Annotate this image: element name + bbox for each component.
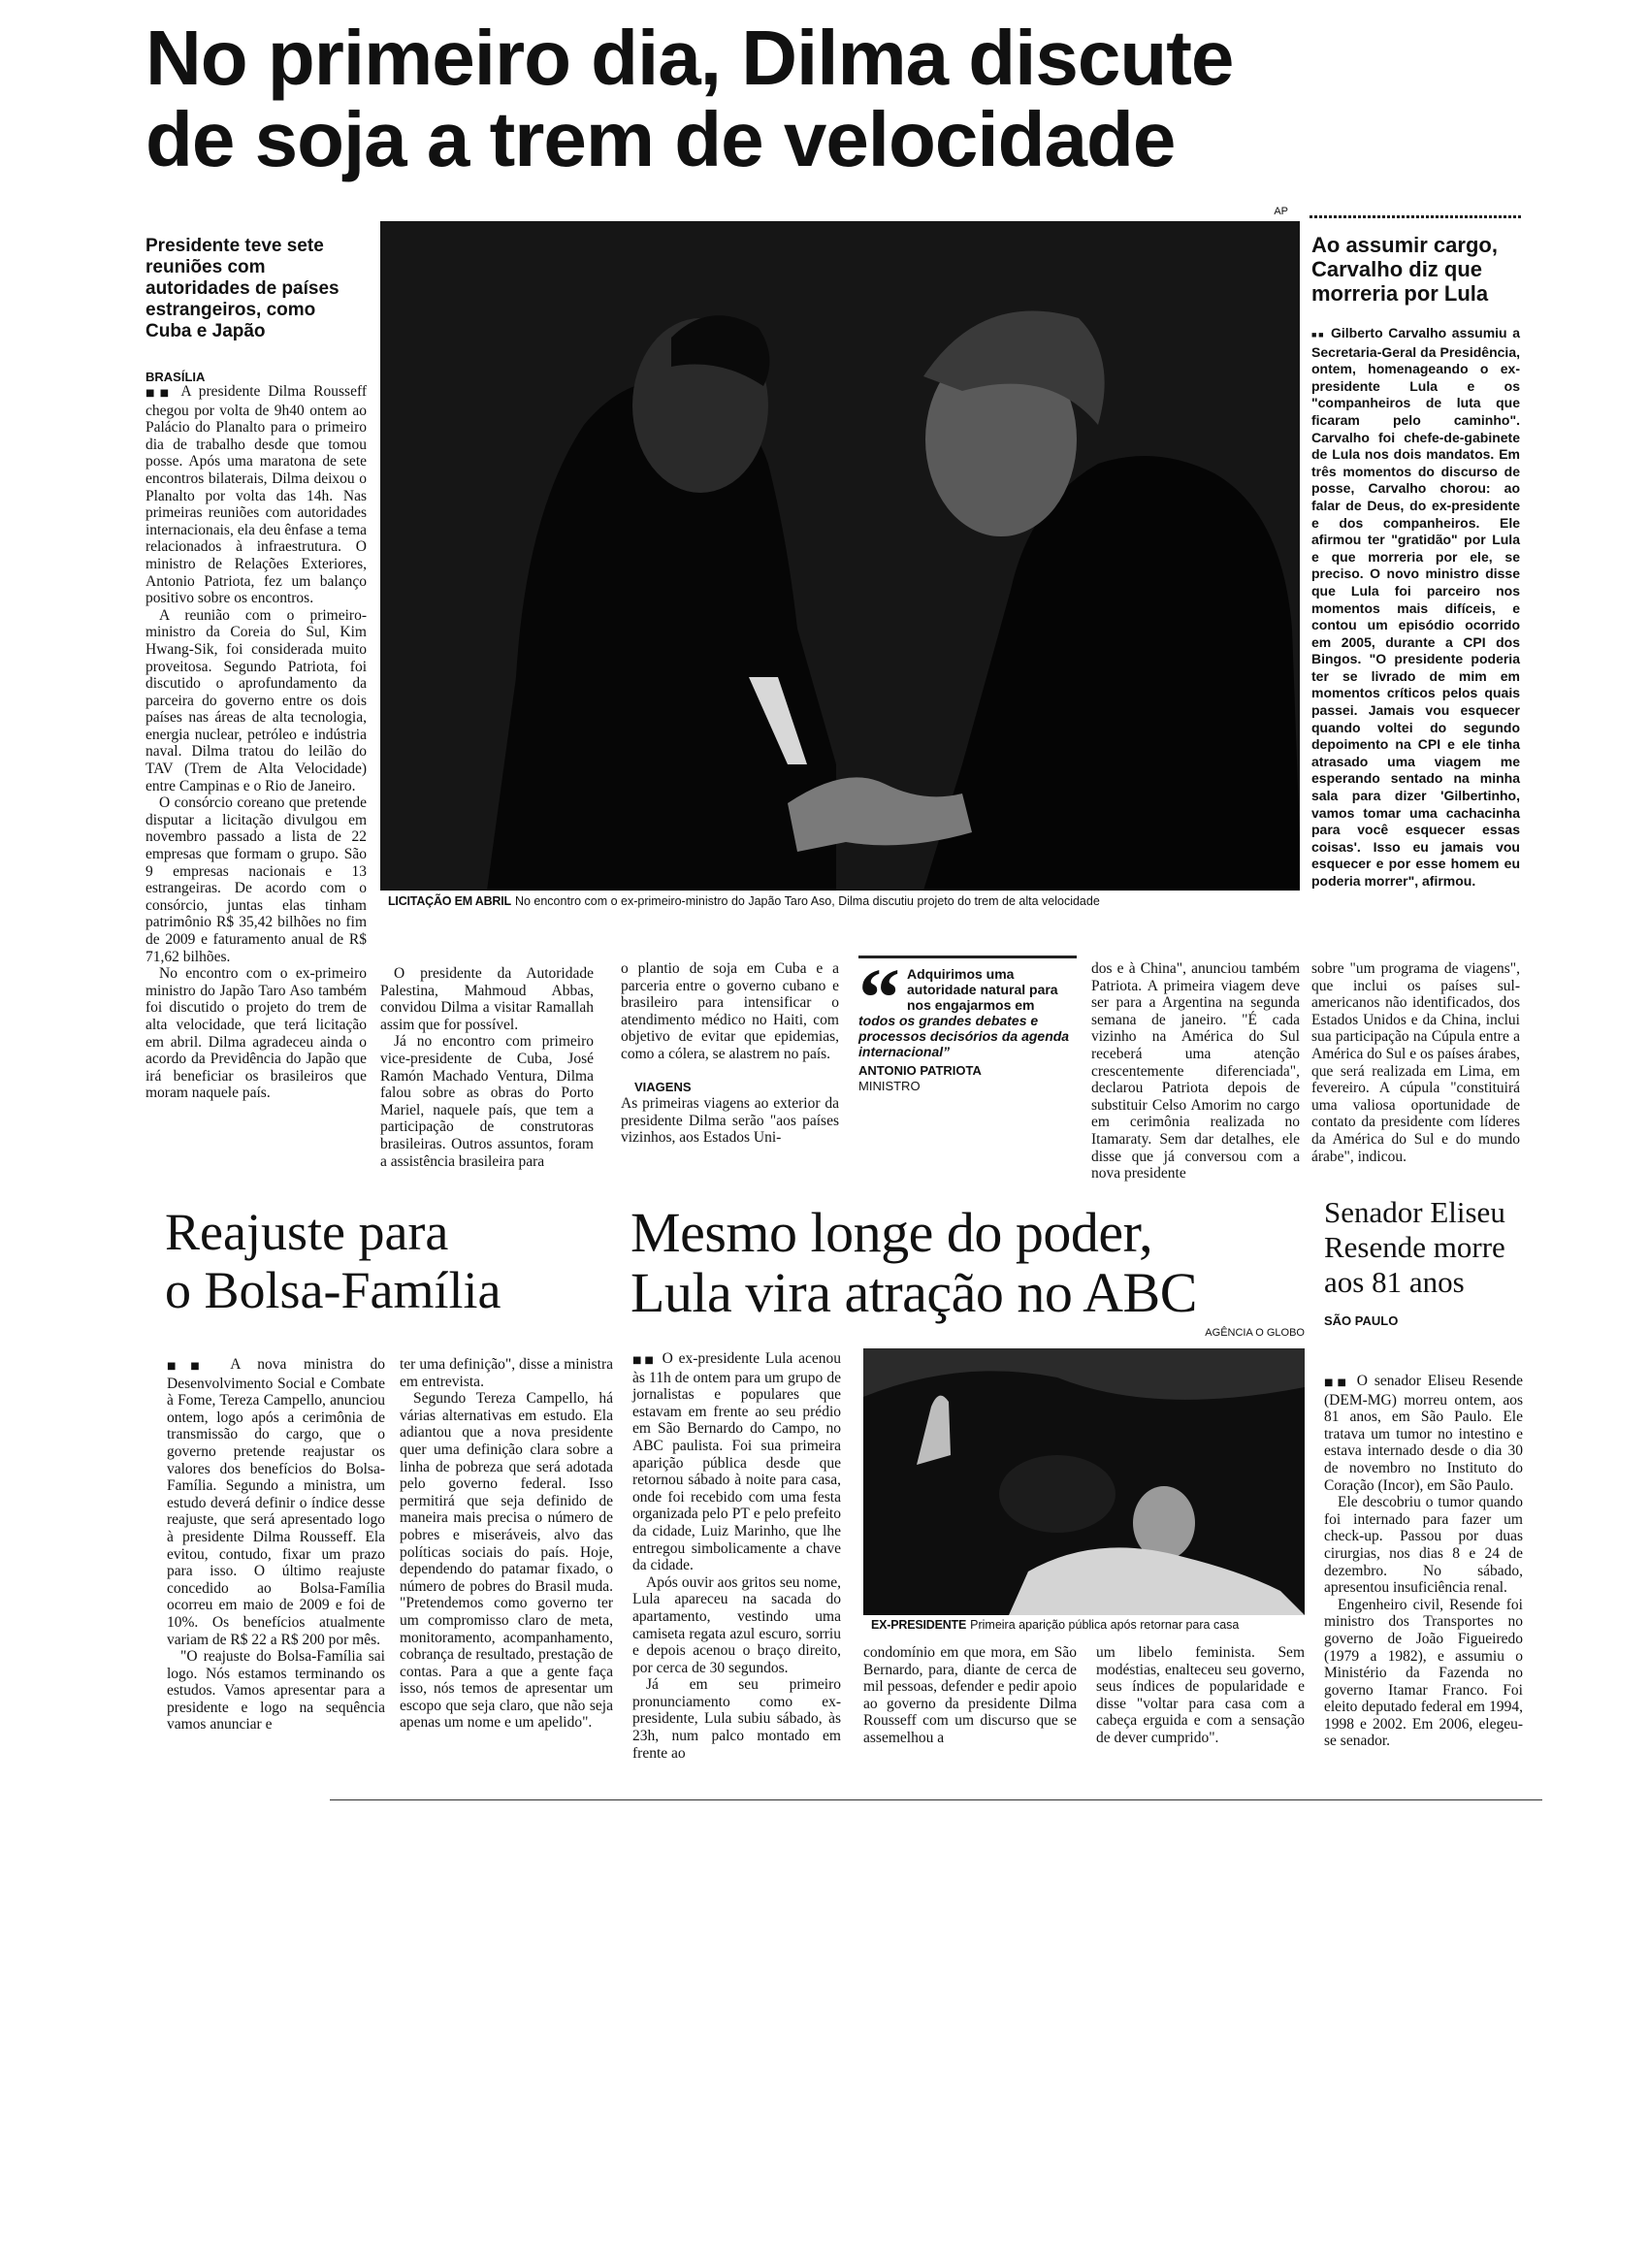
sidebar-top-rule xyxy=(1310,215,1521,218)
viagens-label: VIAGENS xyxy=(634,1079,692,1094)
paragraph-marker-icon: ■■ xyxy=(146,388,175,399)
main-subhead: Presidente teve sete reuniões com autoridades de países estrangeiros, como Cuba e Japão xyxy=(146,236,340,341)
main-photo-credit: AP xyxy=(1274,206,1288,217)
quote-text-rest: todos os grandes debates e processos decisórios da agenda internacional” xyxy=(858,1013,1070,1059)
lula-headline xyxy=(630,1203,1310,1323)
main-col5-p1: dos e à China", anunciou também Patriota. A primeira viagem deve ser para a Argentina na segunda semana de janeiro. "É cada vizinho na América do Sul receberá uma atenção crescentemente diferenciada", declarou Patriota depois de substituir Celso Amorim no cargo em cerimônia realizada no Itamaraty. Sem dar detalhes, ele disse que já conversou com a nova presidente xyxy=(1091,960,1300,1183)
bottom-rule xyxy=(330,1799,1542,1800)
lula-column-1 xyxy=(632,1350,841,1762)
bolsa-col1-p2: "O reajuste do Bolsa-Família sai logo. Nós estamos terminando os estudos. Vamos apresentar para a presidente e logo na sequência vamos anunciar e xyxy=(167,1648,385,1733)
main-column-6 xyxy=(1311,960,1520,1165)
bolsa-title-line-2: o Bolsa-Família xyxy=(165,1261,501,1319)
lula-photo xyxy=(863,1348,1305,1615)
bolsa-col2-p1: ter uma definição", disse a ministra em entrevista. xyxy=(400,1356,613,1390)
bolsa-col1-p1: ■■ A nova ministra do Desenvolvimento Social e Combate à Fome, Tereza Campello, anunciou ontem, logo após a cerimônia de transmissão do cargo, que o governo pretende reajustar os valores dos benefícios do Bolsa-Família. Segundo a ministra, um estudo deverá definir o índice desse reajuste, que será apresentado logo à presidente Dilma Rousseff. Ela evitou, contudo, fixar um prazo para isso. O último reajuste concedido ao Bolsa-Família ocorreu em maio de 2009 e foi de 10%. Os benefícios atualmente variam de R$ 22 a R$ 200 por mês. xyxy=(167,1356,385,1648)
lula-col3-p1: um libelo feminista. Sem modéstias, enalteceu seu governo, seus índices de popularidade e disse "voltar para casa com a cabeça erguida e com a sensação de dever cumprido". xyxy=(1096,1644,1305,1746)
lula-col2-p1: condomínio em que mora, em São Bernardo, para, diante de cerca de mil pessoas, defender e pedir apoio ao governo da presidente Dilma Rousseff com um discurso que se assemelhou a xyxy=(863,1644,1077,1746)
main-column-3 xyxy=(621,960,839,1147)
quote-role: MINISTRO xyxy=(858,1079,921,1093)
handshake-photo-illustration xyxy=(380,221,1300,891)
eliseu-p2: Ele descobriu o tumor quando foi internado para fazer um check-up. Passou por duas cirurgias, nos dias 8 e 24 de dezembro. No sábado, apresentou insuficiência renal. xyxy=(1324,1494,1523,1597)
lula-column-2 xyxy=(863,1644,1077,1747)
lula-photo-credit: AGÊNCIA O GLOBO xyxy=(1205,1327,1305,1339)
main-col6-p1: sobre "um programa de viagens", que inclui os países sul-americanos não identificados, dos Estados Unidos e da China, inclui sua participação na Cúpula entre a América do Sul e os países árabes, que será realizada em Lima, em fevereiro. A cúpula "constituirá uma valiosa oportunidade de contato da presidente com líderes da América do Sul e do mundo árabe", indicou. xyxy=(1311,960,1520,1165)
bolsa-column-2 xyxy=(400,1356,613,1732)
main-headline xyxy=(146,17,1523,180)
eliseu-headline-block xyxy=(1324,1195,1523,1328)
main-photo xyxy=(380,221,1300,891)
lula-photo-caption: EX-PRESIDENTE Primeira aparição pública após retornar para casa xyxy=(871,1618,1240,1632)
lula-title-line-2: Lula vira atração no ABC xyxy=(630,1261,1197,1324)
bolsa-headline xyxy=(165,1203,611,1319)
quote-mark-icon: “ xyxy=(858,951,900,1044)
headline-line-2: de soja a trem de velocidade xyxy=(146,96,1176,182)
lula-col1-p1: ■■ O ex-presidente Lula acenou às 11h de ontem para um grupo de jornalistas e populares que estavam em frente ao seu prédio em São Bernardo do Campo, no ABC paulista. Foi sua primeira aparição pública desde que retornou sábado à noite para casa, onde foi recebido com uma festa organizada pelo PT e pelo prefeito da cidade, Luiz Marinho, que lhe entregou simbolicamente a chave da cidade. xyxy=(632,1350,841,1574)
main-col2-p2: Já no encontro com primeiro vice-presidente de Cuba, José Ramón Machado Ventura, Dilma falou sobre as obras do Porto Mariel, naquele país, que tem a participação de construtoras brasileiras. Outros assuntos, foram a assistência brasileira para xyxy=(380,1033,594,1170)
main-col1-p3: O consórcio coreano que pretende disputar a licitação divulgou em novembro passado a lista de 22 empresas que formam o grupo. São 9 empresas nacionais e 13 estrangeiras. De acordo com o consórcio, juntas elas tinham patrimônio R$ 35,42 bilhões no fim de 2009 e faturamento anual de R$ 71,62 bilhões. xyxy=(146,794,367,965)
paragraph-marker-icon: ■■ xyxy=(1311,330,1326,340)
main-col3-p2: As primeiras viagens ao exterior da presidente Dilma serão "aos países vizinhos, aos Estados Uni- xyxy=(621,1095,839,1147)
sidebar-title: Ao assumir cargo, Carvalho diz que morreria por Lula xyxy=(1311,233,1498,306)
main-subhead-block xyxy=(146,236,364,384)
pull-quote xyxy=(858,951,1077,1095)
lula-column-3 xyxy=(1096,1644,1305,1747)
main-dateline: BRASÍLIA xyxy=(146,370,206,384)
sidebar-body: ■■ Gilberto Carvalho assumiu a Secretaria-Geral da Presidência, ontem, homenageando o ex-presidente Lula e os "companheiros de luta que ficaram pelo caminho". Carvalho foi chefe-de-gabinete de Lula nos dois mandatos. Em três momentos do discurso de posse, Carvalho chorou: ao falar de Deus, do ex-presidente e dos companheiros. Ele afirmou ter "gratidão" por Lula e que morreria por ele, se preciso. O novo ministro disse que Lula foi parceiro nos momentos mais difíceis, e contou um episódio ocorrido em 2005, durante a CPI dos Bingos. "O presidente poderia ter se livrado de mim em momentos críticos pelos quais passei. Jamais vou esquecer quando voltei do segundo depoimento na CPI e ele tinha atrasado uma viagem me esperando sentado na minha sala para dizer 'Gilbertinho, vamos tomar uma cachacinha para você esquecer essas coisas'. Isso eu jamais vou esquecer e por esse homem eu poderia morrer", afirmou. xyxy=(1311,325,1520,889)
main-column-5 xyxy=(1091,960,1300,1183)
main-photo-caption: LICITAÇÃO EM ABRIL No encontro com o ex-primeiro-ministro do Japão Taro Aso, Dilma discutiu projeto do trem de alta velocidade xyxy=(388,894,1100,908)
main-col3-p1: o plantio de soja em Cuba e a parceria entre o governo cubano e brasileiro para intensificar o atendimento médico no Haiti, com objetivo de evitar que epidemias, como a cólera, se alastrem no país. xyxy=(621,960,839,1062)
eliseu-p3: Engenheiro civil, Resende foi ministro dos Transportes no governo de João Figueiredo (1979 a 1982), e assumiu o Ministério da Fazenda no governo Itamar Franco. Foi eleito deputado federal em 1994, 1998 e 2002. Em 2006, elegeu-se senador. xyxy=(1324,1596,1523,1750)
main-col1-p2: A reunião com o primeiro-ministro da Coreia do Sul, Kim Hwang-Sik, foi considerada muito proveitosa. Segundo Patriota, foi discutido o aprofundamento da parceira do governo entre os dois países nas áreas de alta tecnologia, energia nuclear, petróleo e indústria naval. Dilma tratou do leilão do TAV (Trem de Alta Velocidade) entre Campinas e o Rio de Janeiro. xyxy=(146,606,367,794)
bolsa-column-1 xyxy=(167,1356,385,1733)
lula-col1-p2: Após ouvir aos gritos seu nome, Lula apareceu na sacada do apartamento, vestindo uma camiseta regata azul escuro, sorriu e depois acenou o braço direito, por cerca de 30 segundos. xyxy=(632,1573,841,1676)
main-col1-p1: ■■ A presidente Dilma Rousseff chegou por volta de 9h40 ontem ao Palácio do Planalto para o primeiro dia de trabalho desde que tomou posse. Após uma maratona de sete encontros bilaterais, Dilma deixou o Planalto por volta das 14h. Nas primeiras reuniões com autoridades internacionais, ela deu ênfase a tema relacionados à infraestrutura. O ministro de Relações Exteriores, Antonio Patriota, fez um balanço positivo sobre os encontros. xyxy=(146,383,367,607)
main-column-1 xyxy=(146,383,367,1102)
main-column-2 xyxy=(380,965,594,1170)
lula-col1-p3: Já em seu primeiro pronunciamento como ex-presidente, Lula subiu sábado, às 23h, num palco montado em frente ao xyxy=(632,1676,841,1762)
eliseu-title: Senador Eliseu Resende morre aos 81 anos xyxy=(1324,1195,1505,1299)
eliseu-p1: ■■ O senador Eliseu Resende (DEM-MG) morreu ontem, aos 81 anos, em São Paulo. Ele tratava um tumor no intestino e estava internado desde o dia 30 de novembro no Instituto do Coração (Incor), em São Paulo. xyxy=(1324,1373,1524,1494)
bolsa-title-line-1: Reajuste para xyxy=(165,1203,449,1261)
bolsa-col2-p2: Segundo Tereza Campello, há várias alternativas em estudo. Ela adiantou que a nova presidente quer uma definição clara sobre a linha de pobreza que será adotada pelo governo federal. Isso permitirá que seja definido de maneira mais precisa o número de pobres e miseráveis, alvo das políticas sociais do país. Hoje, dependendo do patamar fixado, o número de pobres do Brasil muda. "Pretendemos como governo ter um compromisso claro de meta, monitoramento, acompanhamento, cobrança de resultado, prestação de contas. Para a que a gente faça isso, nós temos de apresentar um escopo que seja claro, que não seja apenas um nome e um apelido". xyxy=(400,1390,613,1732)
headline-line-1: No primeiro dia, Dilma discute xyxy=(146,15,1234,101)
eliseu-body xyxy=(1324,1373,1523,1750)
quote-author: ANTONIO PATRIOTA xyxy=(858,1063,982,1078)
paragraph-marker-icon: ■■ xyxy=(1324,1377,1350,1388)
lula-title-line-1: Mesmo longe do poder, xyxy=(630,1201,1153,1264)
paragraph-marker-icon: ■■ xyxy=(167,1361,214,1372)
quote-text-bold: Adquirimos uma autoridade natural para nos engajarmos em xyxy=(907,966,1058,1013)
lula-balcony-photo-illustration xyxy=(863,1348,1305,1615)
eliseu-dateline: SÃO PAULO xyxy=(1324,1313,1399,1328)
paragraph-marker-icon: ■■ xyxy=(632,1355,657,1366)
main-col1-p4: No encontro com o ex-primeiro ministro do Japão Taro Aso também foi discutido o projeto do trem de alta velocidade, que terá licitação em abril. Dilma agradeceu ainda o acordo da Previdência do Japão que irá beneficiar os brasileiros que moram naquele país. xyxy=(146,965,367,1102)
main-col2-p1: O presidente da Autoridade Palestina, Mahmoud Abbas, convidou Dilma a visitar Ramallah assim que for possível. xyxy=(380,965,594,1033)
